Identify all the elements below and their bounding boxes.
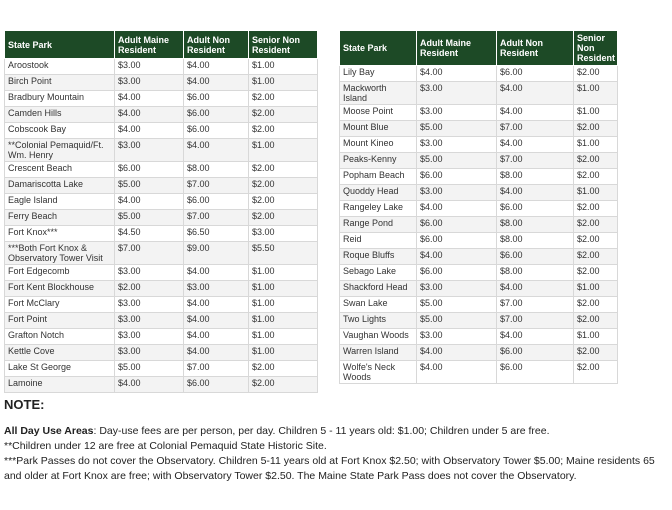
adult-maine-resident-fee: $4.00 [417,361,497,384]
adult-non-resident-fee: $8.00 [497,217,574,233]
park-name-cell: Fort Point [5,313,115,329]
col-adult-maine-resident: Adult Maine Resident [115,31,184,59]
adult-maine-resident-fee: $3.00 [115,297,184,313]
table-row [340,233,618,249]
adult-non-resident-fee: $4.00 [184,59,249,75]
table-header-row [5,31,318,59]
table-row [340,169,618,185]
park-name-cell: Reid [340,233,417,249]
adult-maine-resident-fee: $7.00 [115,242,184,265]
table-row [340,361,618,384]
park-name-cell: **Colonial Pemaquid/Ft. Wm. Henry [5,139,115,162]
senior-non-resident-fee: $2.00 [574,121,618,137]
adult-non-resident-fee: $4.00 [497,281,574,297]
adult-maine-resident-fee: $4.00 [417,249,497,265]
col-state-park: State Park [5,31,115,59]
adult-maine-resident-fee: $2.00 [115,281,184,297]
park-name-cell: Aroostook [5,59,115,75]
adult-maine-resident-fee: $4.00 [417,66,497,82]
table-row [5,139,318,162]
table-row [340,66,618,82]
senior-non-resident-fee: $1.00 [249,313,318,329]
adult-maine-resident-fee: $3.00 [417,137,497,153]
adult-non-resident-fee: $6.00 [497,361,574,384]
park-name-cell: Peaks-Kenny [340,153,417,169]
park-name-cell: Moose Point [340,105,417,121]
fee-table-left [4,30,318,393]
senior-non-resident-fee: $2.00 [574,313,618,329]
senior-non-resident-fee: $1.00 [574,82,618,105]
adult-maine-resident-fee: $4.00 [115,107,184,123]
park-name-cell: Ferry Beach [5,210,115,226]
adult-maine-resident-fee: $4.00 [417,345,497,361]
table-row [340,153,618,169]
park-name-cell: Camden Hills [5,107,115,123]
adult-maine-resident-fee: $4.50 [115,226,184,242]
adult-non-resident-fee: $6.50 [184,226,249,242]
senior-non-resident-fee: $2.00 [249,210,318,226]
park-name-cell: Mackworth Island [340,82,417,105]
adult-non-resident-fee: $4.00 [497,137,574,153]
senior-non-resident-fee: $2.00 [249,194,318,210]
adult-maine-resident-fee: $3.00 [115,265,184,281]
senior-non-resident-fee: $2.00 [249,162,318,178]
senior-non-resident-fee: $1.00 [249,329,318,345]
park-name-cell: Grafton Notch [5,329,115,345]
adult-non-resident-fee: $8.00 [497,265,574,281]
park-name-cell: Birch Point [5,75,115,91]
table-row [340,249,618,265]
senior-non-resident-fee: $2.00 [249,91,318,107]
adult-maine-resident-fee: $3.00 [115,59,184,75]
table-row [340,185,618,201]
table-row [5,59,318,75]
senior-non-resident-fee: $2.00 [574,361,618,384]
adult-non-resident-fee: $4.00 [184,265,249,281]
adult-non-resident-fee: $4.00 [184,345,249,361]
senior-non-resident-fee: $1.00 [249,59,318,75]
table-row [5,194,318,210]
park-name-cell: Wolfe's Neck Woods [340,361,417,384]
park-name-cell: Fort Edgecomb [5,265,115,281]
park-name-cell: Rangeley Lake [340,201,417,217]
adult-non-resident-fee: $7.00 [184,210,249,226]
col-senior-non-resident: Senior Non Resident [574,31,618,66]
adult-non-resident-fee: $7.00 [497,153,574,169]
adult-maine-resident-fee: $4.00 [115,194,184,210]
table-row [5,329,318,345]
adult-maine-resident-fee: $3.00 [115,139,184,162]
adult-non-resident-fee: $4.00 [497,82,574,105]
senior-non-resident-fee: $2.00 [249,377,318,393]
table-row [340,217,618,233]
table-row [5,123,318,139]
park-name-cell: Fort Knox*** [5,226,115,242]
adult-maine-resident-fee: $4.00 [417,201,497,217]
park-name-cell: Lamoine [5,377,115,393]
adult-maine-resident-fee: $5.00 [115,178,184,194]
senior-non-resident-fee: $2.00 [574,66,618,82]
park-name-cell: Fort Kent Blockhouse [5,281,115,297]
park-name-cell: Damariscotta Lake [5,178,115,194]
park-name-cell: Popham Beach [340,169,417,185]
senior-non-resident-fee: $1.00 [249,139,318,162]
park-name-cell: ***Both Fort Knox & Observatory Tower Visit [5,242,115,265]
table-row [5,178,318,194]
senior-non-resident-fee: $2.00 [249,361,318,377]
adult-non-resident-fee: $6.00 [497,249,574,265]
table-row [340,345,618,361]
col-adult-non-resident: Adult Non Resident [497,31,574,66]
table-row [5,226,318,242]
table-row [340,121,618,137]
senior-non-resident-fee: $3.00 [249,226,318,242]
adult-non-resident-fee: $4.00 [497,329,574,345]
senior-non-resident-fee: $1.00 [574,185,618,201]
adult-non-resident-fee: $6.00 [497,66,574,82]
adult-non-resident-fee: $4.00 [184,139,249,162]
senior-non-resident-fee: $2.00 [249,178,318,194]
senior-non-resident-fee: $2.00 [249,107,318,123]
park-name-cell: Roque Bluffs [340,249,417,265]
adult-maine-resident-fee: $3.00 [115,313,184,329]
col-adult-maine-resident: Adult Maine Resident [417,31,497,66]
table-row [340,201,618,217]
table-row [5,107,318,123]
senior-non-resident-fee: $1.00 [249,281,318,297]
adult-maine-resident-fee: $3.00 [417,329,497,345]
park-name-cell: Swan Lake [340,297,417,313]
senior-non-resident-fee: $2.00 [574,201,618,217]
adult-maine-resident-fee: $6.00 [417,265,497,281]
adult-non-resident-fee: $8.00 [184,162,249,178]
park-name-cell: Kettle Cove [5,345,115,361]
notes-section [4,397,668,484]
col-adult-non-resident: Adult Non Resident [184,31,249,59]
adult-non-resident-fee: $9.00 [184,242,249,265]
senior-non-resident-fee: $1.00 [574,137,618,153]
note-day-use [4,424,668,439]
senior-non-resident-fee: $2.00 [574,169,618,185]
senior-non-resident-fee: $1.00 [574,105,618,121]
table-row [5,242,318,265]
table-row [340,313,618,329]
table-row [5,361,318,377]
park-name-cell: Fort McClary [5,297,115,313]
adult-maine-resident-fee: $5.00 [417,153,497,169]
senior-non-resident-fee: $2.00 [574,233,618,249]
adult-non-resident-fee: $7.00 [184,361,249,377]
adult-maine-resident-fee: $5.00 [115,361,184,377]
adult-non-resident-fee: $4.00 [497,105,574,121]
table-row [340,281,618,297]
senior-non-resident-fee: $1.00 [574,329,618,345]
adult-maine-resident-fee: $4.00 [115,91,184,107]
senior-non-resident-fee: $1.00 [249,75,318,91]
senior-non-resident-fee: $2.00 [249,123,318,139]
adult-maine-resident-fee: $4.00 [115,377,184,393]
table-row [340,265,618,281]
table-row [340,82,618,105]
adult-maine-resident-fee: $5.00 [417,313,497,329]
table-row [5,91,318,107]
adult-non-resident-fee: $8.00 [497,233,574,249]
senior-non-resident-fee: $2.00 [574,217,618,233]
adult-maine-resident-fee: $3.00 [115,345,184,361]
note-children-pemaquid: **Children under 12 are free at Colonial Pemaquid State Historic Site. [4,440,327,452]
adult-maine-resident-fee: $3.00 [417,281,497,297]
adult-maine-resident-fee: $6.00 [115,162,184,178]
table-row [5,297,318,313]
col-state-park: State Park [340,31,417,66]
table-row [5,281,318,297]
adult-maine-resident-fee: $6.00 [417,233,497,249]
senior-non-resident-fee: $1.00 [249,297,318,313]
senior-non-resident-fee: $2.00 [574,265,618,281]
adult-maine-resident-fee: $5.00 [417,297,497,313]
senior-non-resident-fee: $2.00 [574,345,618,361]
adult-non-resident-fee: $6.00 [184,91,249,107]
senior-non-resident-fee: $1.00 [249,265,318,281]
adult-non-resident-fee: $7.00 [497,297,574,313]
table-header-row [340,31,618,66]
park-name-cell: Warren Island [340,345,417,361]
park-name-cell: Mount Blue [340,121,417,137]
note-park-passes: ***Park Passes do not cover the Observatory. Children 5-11 years old at Fort Knox $2.50; with Observatory Tower $5.00; Maine residents 65 and older at Fort Knox are free; with Observatory Tower $2.50. The Maine State Park Pass does not cover the Observatory. [4,455,655,482]
adult-non-resident-fee: $4.00 [497,185,574,201]
senior-non-resident-fee: $2.00 [574,297,618,313]
park-name-cell: Lake St George [5,361,115,377]
senior-non-resident-fee: $1.00 [249,345,318,361]
col-senior-non-resident: Senior Non Resident [249,31,318,59]
adult-maine-resident-fee: $3.00 [115,75,184,91]
park-name-cell: Lily Bay [340,66,417,82]
park-name-cell: Bradbury Mountain [5,91,115,107]
senior-non-resident-fee: $2.00 [574,249,618,265]
adult-non-resident-fee: $7.00 [497,121,574,137]
adult-maine-resident-fee: $3.00 [417,105,497,121]
table-row [5,377,318,393]
table-row [5,313,318,329]
fee-table-right [339,30,618,384]
adult-non-resident-fee: $7.00 [184,178,249,194]
park-name-cell: Eagle Island [5,194,115,210]
table-row [5,75,318,91]
adult-maine-resident-fee: $6.00 [417,169,497,185]
adult-non-resident-fee: $4.00 [184,75,249,91]
adult-non-resident-fee: $3.00 [184,281,249,297]
table-row [5,162,318,178]
table-row [340,137,618,153]
note-day-use-label: All Day Use Areas [4,425,94,437]
adult-non-resident-fee: $4.00 [184,329,249,345]
senior-non-resident-fee: $2.00 [574,153,618,169]
park-name-cell: Range Pond [340,217,417,233]
adult-non-resident-fee: $6.00 [184,123,249,139]
table-row [340,297,618,313]
park-name-cell: Cobscook Bay [5,123,115,139]
adult-non-resident-fee: $7.00 [497,313,574,329]
table-row [5,345,318,361]
park-name-cell: Shackford Head [340,281,417,297]
adult-non-resident-fee: $8.00 [497,169,574,185]
table-row [340,329,618,345]
table-row [5,265,318,281]
adult-maine-resident-fee: $6.00 [417,217,497,233]
park-name-cell: Two Lights [340,313,417,329]
adult-maine-resident-fee: $5.00 [417,121,497,137]
note-title: NOTE: [4,397,45,412]
park-name-cell: Mount Kineo [340,137,417,153]
adult-maine-resident-fee: $3.00 [417,82,497,105]
senior-non-resident-fee: $5.50 [249,242,318,265]
adult-non-resident-fee: $4.00 [184,297,249,313]
note-day-use-text: : Day-use fees are per person, per day. Children 5 - 11 years old: $1.00; Children under 5 are free. [93,425,550,437]
adult-non-resident-fee: $4.00 [184,313,249,329]
adult-non-resident-fee: $6.00 [497,201,574,217]
park-name-cell: Sebago Lake [340,265,417,281]
park-name-cell: Quoddy Head [340,185,417,201]
adult-non-resident-fee: $6.00 [184,377,249,393]
adult-non-resident-fee: $6.00 [497,345,574,361]
adult-maine-resident-fee: $5.00 [115,210,184,226]
adult-non-resident-fee: $6.00 [184,194,249,210]
park-name-cell: Crescent Beach [5,162,115,178]
table-row [340,105,618,121]
senior-non-resident-fee: $1.00 [574,281,618,297]
park-name-cell: Vaughan Woods [340,329,417,345]
adult-non-resident-fee: $6.00 [184,107,249,123]
table-row [5,210,318,226]
adult-maine-resident-fee: $3.00 [417,185,497,201]
adult-maine-resident-fee: $4.00 [115,123,184,139]
adult-maine-resident-fee: $3.00 [115,329,184,345]
